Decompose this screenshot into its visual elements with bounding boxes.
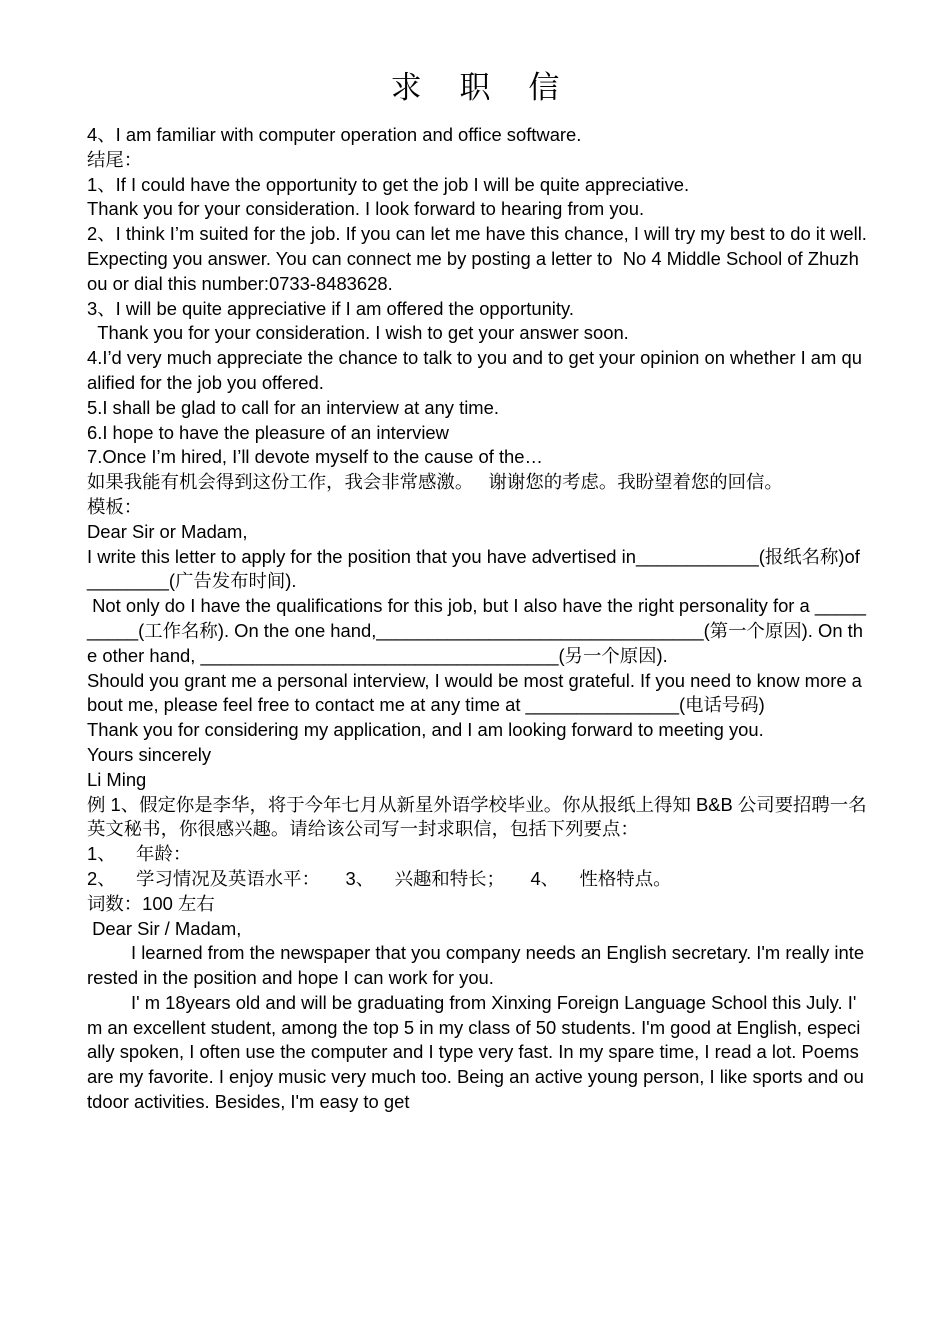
paragraph: 6.I hope to have the pleasure of an interview [87, 421, 449, 443]
paragraph: 结尾： [87, 148, 143, 170]
indented-paragraph: I learned from the newspaper that you company needs an English secretary. I'm really interested in the position and hope I can work for you. [87, 942, 865, 989]
paragraph: Li Ming [87, 768, 147, 790]
page-title: 求 职 信 [390, 70, 574, 106]
paragraph: Yours sincerely [87, 743, 212, 765]
paragraph: 词数：100 左右 [87, 892, 215, 914]
paragraph: Thank you for your consideration. I look forward to hearing from you. [87, 198, 645, 220]
paragraph: Expecting you answer. You can connect me by posting a letter to No 4 Middle School of Zhuzhou or dial this number:0733-8483628. [87, 247, 859, 294]
paragraph: 5.I shall be glad to call for an interview at any time. [87, 396, 499, 418]
indented-paragraph: I' m 18years old and will be graduating from Xinxing Foreign Language School this July. I' m an excellent student, among the top 5 in my class of 50 students. I'm good at English, especially spoken, I often use the computer and I type very fast. In my spare time, I read a lot. Poems are my favorite. I enjoy music very much too. Being an active young person, I like sports and outdoor activities. Besides, I'm easy to get [87, 991, 864, 1113]
paragraph: Dear Sir / Madam, [87, 917, 242, 939]
paragraph: 模板： [87, 495, 143, 517]
paragraph: Thank you for your consideration. I wish to get your answer soon. [87, 322, 629, 344]
paragraph: Not only do I have the qualifications for this job, but I also have the right personality for a __________(工作名称). On the one hand,________________________________(第一个原因). On the other hand, ___________________________________(另一个原因). [87, 595, 867, 666]
paragraph: 2、 学习情况及英语水平： 3、 兴趣和特长； 4、 性格特点。 [87, 867, 672, 889]
paragraph: 3、I will be quite appreciative if I am offered the opportunity. [87, 297, 574, 319]
paragraph: 例 1、假定你是李华，将于今年七月从新星外语学校毕业。你从报纸上得知 B&B 公司要招聘一名英文秘书，你很感兴趣。请给该公司写一封求职信，包括下列要点： [87, 793, 867, 840]
paragraph: Dear Sir or Madam, [87, 520, 248, 542]
paragraph: 7.Once I’m hired, I’ll devote myself to the cause of the… [87, 446, 543, 468]
paragraph: 如果我能有机会得到这份工作，我会非常感激。 谢谢您的考虑。我盼望着您的回信。 [87, 471, 783, 493]
paragraph: Thank you for considering my application, and I am looking forward to meeting you. [87, 719, 764, 741]
paragraph: 4、I am familiar with computer operation and office software. [87, 124, 582, 145]
paragraph: Should you grant me a personal interview, I would be most grateful. If you need to know more about me, please feel free to contact me at any time at _______________(电话号码) [87, 669, 862, 716]
document-body [87, 123, 867, 1115]
paragraph: 4.I’d very much appreciate the chance to talk to you and to get your opinion on whether I am qualified for the job you offered. [87, 347, 862, 393]
paragraph: I write this letter to apply for the position that you have advertised in____________(报纸名称)of________(广告发布时间). [87, 545, 860, 592]
paragraph: 2、I think I’m suited for the job. If you can let me have this chance, I will try my best to do it well. [87, 223, 867, 245]
paragraph: 1、 年龄： [87, 843, 192, 865]
paragraph: 1、If I could have the opportunity to get the job I will be quite appreciative. [87, 173, 690, 195]
